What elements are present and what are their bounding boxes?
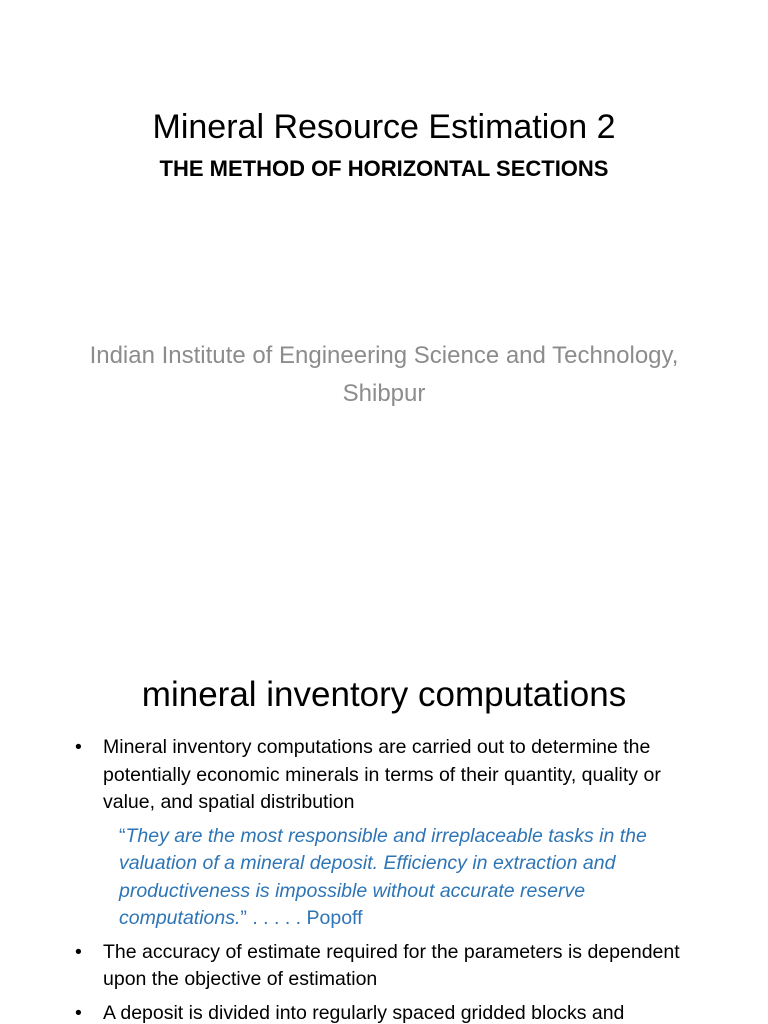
popoff-quote <box>119 823 679 933</box>
bullet-item <box>75 1000 715 1024</box>
bullet-item <box>75 939 715 994</box>
bullet-marker: • <box>75 1001 82 1024</box>
bullet-marker: • <box>75 736 82 758</box>
bullet-marker: • <box>75 940 82 963</box>
quote-attribution: . . . . . Popoff <box>246 907 363 929</box>
content-slide-title: mineral inventory computations <box>141 675 627 714</box>
quote-close-mark: ” <box>240 907 247 929</box>
bullet-text: Mineral inventory computations are carried out to determine the potentially economic minerals in terms of their quantity, quality or value, and spatial distribution <box>103 736 661 813</box>
quote-text: They are the most responsible and irreplaceable tasks in the valuation of a mineral deposit. Efficiency in extraction and productiveness is impossible without accurate reserve computations. <box>119 824 647 929</box>
bullet-text: The accuracy of estimate required for the parameters is dependent upon the objective of estimation <box>103 940 680 990</box>
institute-name: Indian Institute of Engineering Science and Technology, Shibpur <box>89 342 679 407</box>
content-slide <box>0 628 768 1024</box>
bullet-item <box>75 734 715 817</box>
slide-title: Mineral Resource Estimation 2 <box>152 108 616 146</box>
slide-subtitle: THE METHOD OF HORIZONTAL SECTIONS <box>159 156 609 181</box>
bullet-text: A deposit is divided into regularly spaced gridded blocks and <box>103 1001 625 1024</box>
bullet-list <box>75 734 715 1024</box>
quote-open-mark: “ <box>119 824 126 847</box>
